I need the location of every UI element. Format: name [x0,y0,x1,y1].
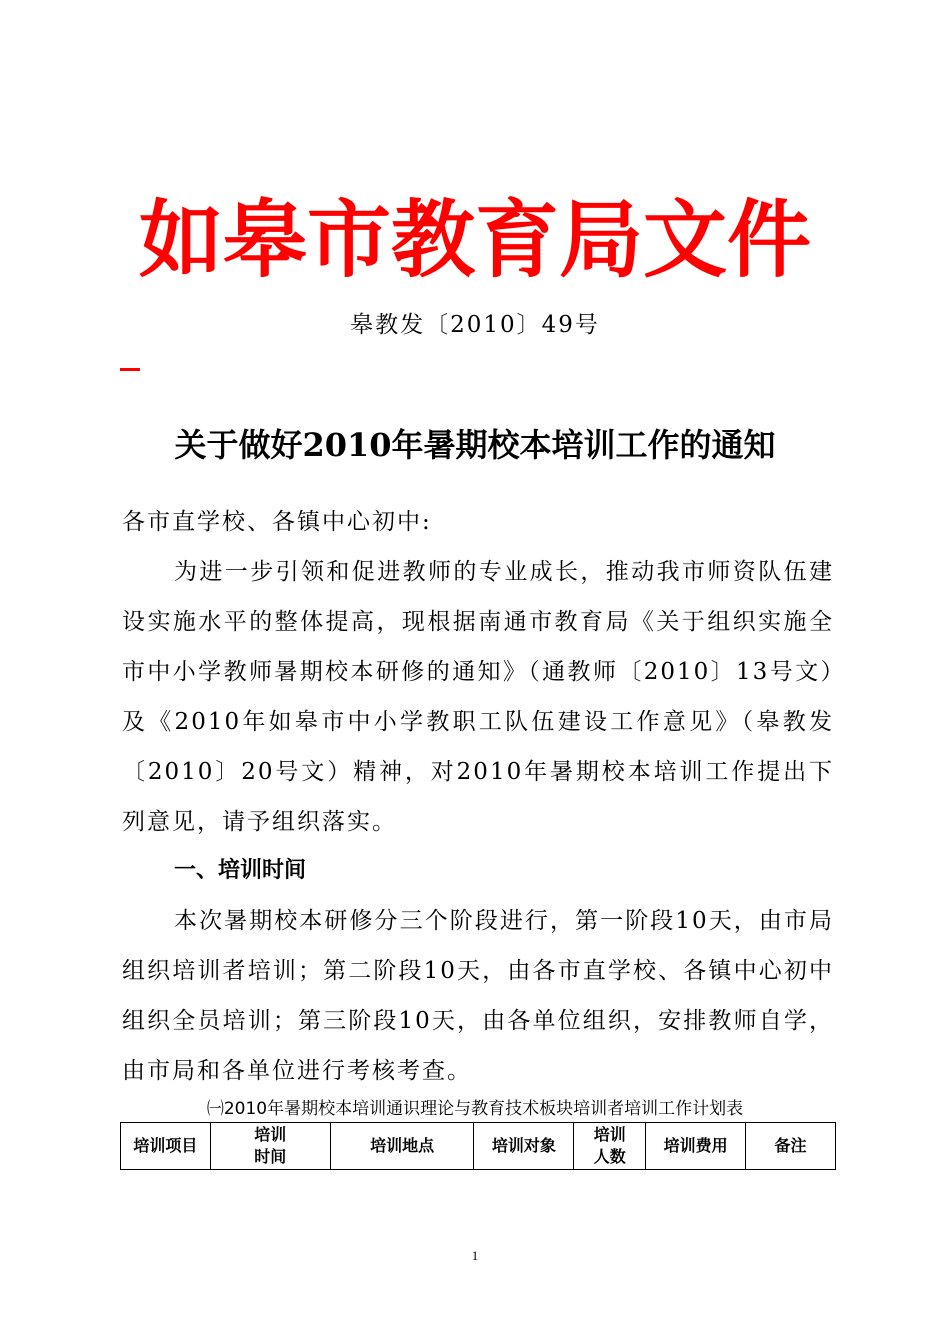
header-cell-cost: 培训费用 [646,1123,746,1170]
red-divider-mark [120,368,140,371]
training-plan-table [120,1122,836,1170]
table-caption: ㈠2010年暑期校本培训通识理论与教育技术板块培训者培训工作计划表 [206,1099,744,1119]
header-cell-remarks: 备注 [746,1123,836,1170]
header-cell-location: 培训地点 [330,1123,474,1170]
addressee-line: 各市直学校、各镇中心初中: [122,509,432,535]
header-cell-target: 培训对象 [474,1123,574,1170]
header-cell-headcount: 培训 人数 [574,1123,646,1170]
issuer-header-title: 如皋市教育局文件 [138,191,811,289]
paragraph-training-time: 本次暑期校本研修分三个阶段进行，第一阶段10天，由市局组织培训者培训；第二阶段10天，由各市直学校、各镇中心初中组织全员培训；第三阶段10天，由各单位组织，安排教师自学，由市局和各单位进行考核考查。 [122,908,834,1084]
document-number: 皋教发〔2010〕49号 [350,312,600,338]
header-cell-time: 培训 时间 [210,1123,330,1170]
notice-title: 关于做好2010年暑期校本培训工作的通知 [174,426,776,464]
paragraph-intro: 为进一步引领和促进教师的专业成长，推动我市师资队伍建设实施水平的整体提高，现根据南通市教育局《关于组织实施全市中小学教师暑期校本研修的通知》（通教师〔2010〕13号文）及《2010年如皋市中小学教职工队伍建设工作意见》（皋教发〔2010〕20号文）精神，对2010年暑期校本培训工作提出下列意见，请予组织落实。 [122,559,834,835]
page-number: 1 [471,1248,479,1263]
section-heading-training-time: 一、培训时间 [174,858,307,883]
table-header-row [121,1123,836,1170]
header-cell-item: 培训项目 [121,1123,211,1170]
